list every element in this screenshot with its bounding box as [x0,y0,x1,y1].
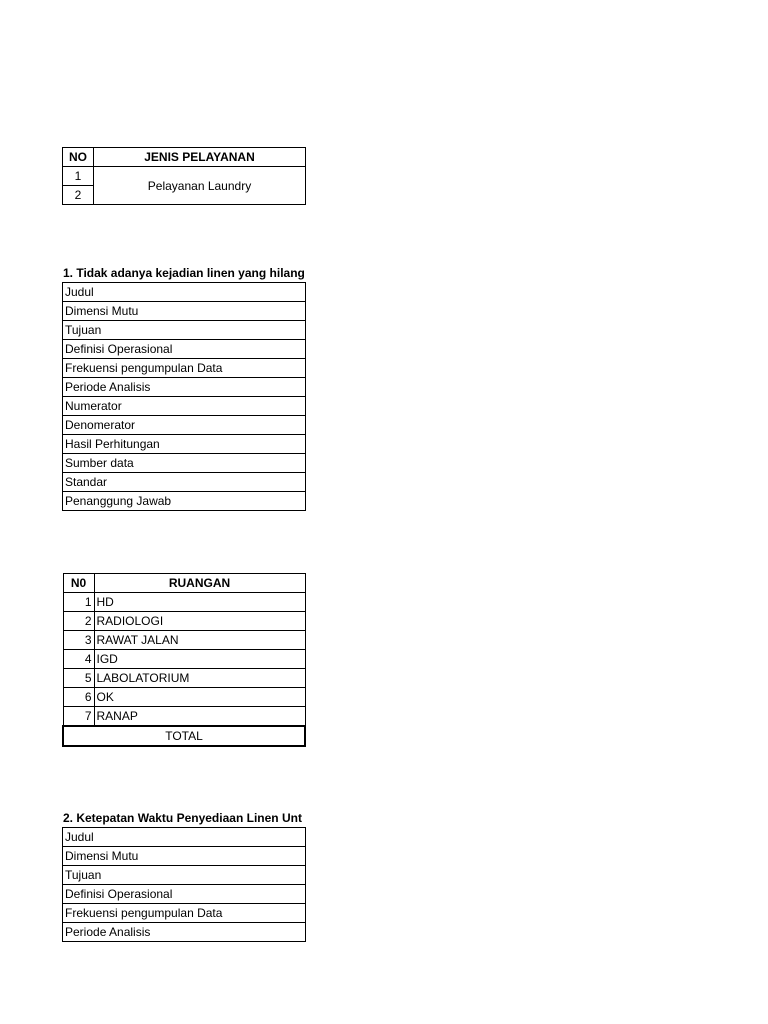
room-number: 5 [63,669,94,688]
room-name: RANAP [94,707,305,727]
room-table [62,573,306,747]
table-row [63,397,306,416]
table-row [63,283,306,302]
indicator-field-label: Standar [63,473,306,492]
table-row [63,359,306,378]
room-name: OK [94,688,305,707]
table-row [63,904,306,923]
room-number: 4 [63,650,94,669]
table-row [63,302,306,321]
room-name: RAWAT JALAN [94,631,305,650]
room-number: 6 [63,688,94,707]
header-no: NO [63,148,94,167]
room-name: HD [94,593,305,612]
indicator-field-label: Frekuensi pengumpulan Data [63,904,306,923]
indicator-field-label: Dimensi Mutu [63,302,306,321]
indicator-field-label: Definisi Operasional [63,885,306,904]
row-number: 2 [63,186,94,205]
table-row [63,473,306,492]
table-row [63,321,306,340]
total-label: TOTAL [63,726,305,746]
indicator-field-label: Numerator [63,397,306,416]
room-number: 3 [63,631,94,650]
table-header-row [63,148,306,167]
table-row [63,923,306,942]
table-row [63,650,305,669]
indicator-field-label: Sumber data [63,454,306,473]
table-row [63,435,306,454]
table-row [63,340,306,359]
indicator-field-label: Periode Analisis [63,923,306,942]
indicator-field-label: Judul [63,828,306,847]
table-header-row [63,574,305,593]
indicator-table-1 [62,282,306,511]
table-row [63,885,306,904]
table-row [63,669,305,688]
row-number: 1 [63,167,94,186]
room-number: 7 [63,707,94,727]
header-no: N0 [63,574,94,593]
room-name: RADIOLOGI [94,612,305,631]
indicator-table-2 [62,827,306,942]
indicator-field-label: Denomerator [63,416,306,435]
table-row [63,492,306,511]
table-row [63,631,305,650]
indicator-field-label: Dimensi Mutu [63,847,306,866]
header-jenis-pelayanan: JENIS PELAYANAN [94,148,306,167]
indicator-field-label: Judul [63,283,306,302]
table-row [63,847,306,866]
service-name: Pelayanan Laundry [94,167,306,205]
indicator-field-label: Hasil Perhitungan [63,435,306,454]
table-row [63,454,306,473]
indicator-field-label: Tujuan [63,866,306,885]
table-row [63,828,306,847]
indicator-field-label: Frekuensi pengumpulan Data [63,359,306,378]
table-row [63,866,306,885]
indicator-field-label: Periode Analisis [63,378,306,397]
total-row [63,726,305,746]
table-row [63,612,305,631]
section-1-heading: 1. Tidak adanya kejadian linen yang hilang [63,266,305,280]
section-2-heading: 2. Ketepatan Waktu Penyediaan Linen Unt [63,811,302,825]
service-table [62,147,306,205]
room-number: 2 [63,612,94,631]
table-row [63,707,305,727]
indicator-field-label: Definisi Operasional [63,340,306,359]
indicator-field-label: Tujuan [63,321,306,340]
room-number: 1 [63,593,94,612]
table-row [63,416,306,435]
table-row [63,378,306,397]
room-name: IGD [94,650,305,669]
header-ruangan: RUANGAN [94,574,305,593]
table-row [63,593,305,612]
table-row [63,688,305,707]
table-row [63,167,306,186]
room-name: LABOLATORIUM [94,669,305,688]
indicator-field-label: Penanggung Jawab [63,492,306,511]
